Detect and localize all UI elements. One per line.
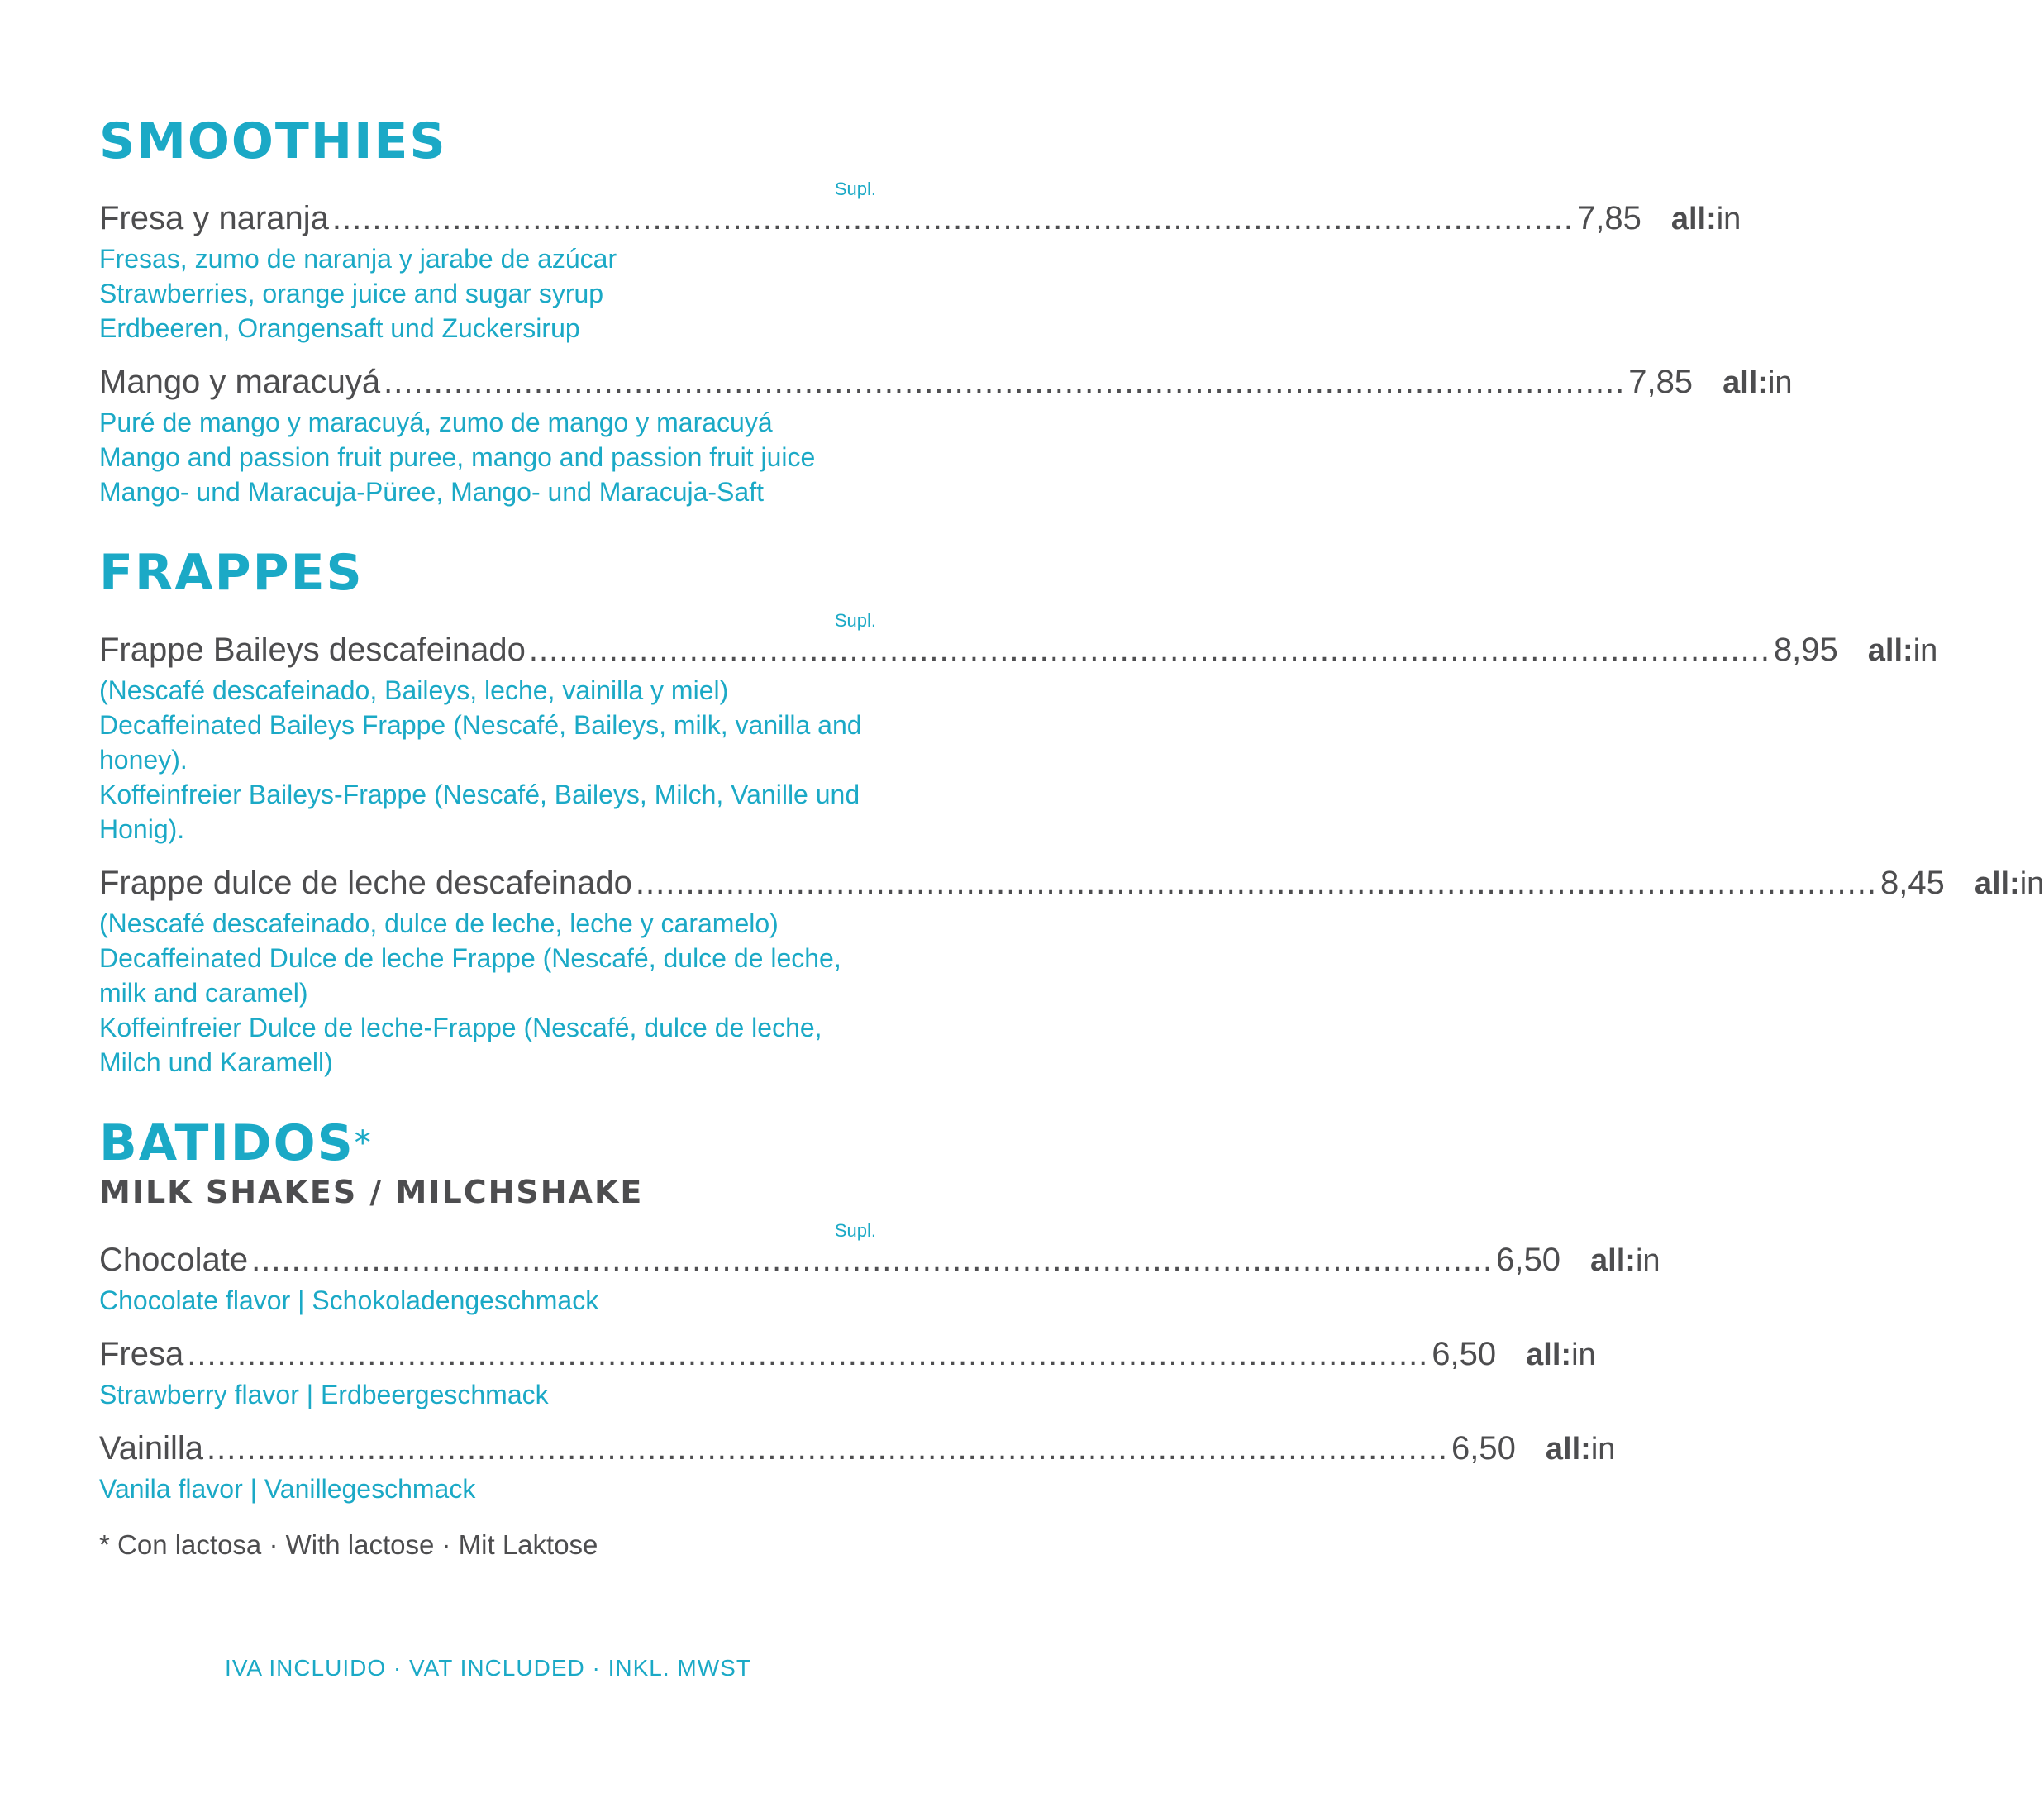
section-title: FRAPPES <box>99 544 364 602</box>
allin-logo: all:in <box>1867 633 1938 668</box>
section-title: SMOOTHIES <box>99 112 447 170</box>
allin-logo: all:in <box>1670 202 1741 236</box>
item-name: Mango y maracuyá <box>99 364 381 400</box>
item-price: 6,50 <box>1496 1242 1561 1278</box>
item-name: Chocolate <box>99 1242 249 1278</box>
item-description: Chocolate flavor | Schokoladengeschmack <box>99 1285 599 1315</box>
dot-leader: ............................................................................................................................ <box>331 200 1574 236</box>
menu-item <box>99 200 1741 346</box>
item-price: 8,45 <box>1880 865 1945 901</box>
vat-footer: IVA INCLUIDO · VAT INCLUDED · INKL. MWST <box>225 1655 751 1681</box>
supplement-label: Supl. <box>834 179 876 199</box>
allin-logo: all:in <box>1974 866 2044 901</box>
item-price: 6,50 <box>1451 1430 1516 1467</box>
menu-item <box>99 1242 1660 1318</box>
menu-item <box>99 632 1938 847</box>
lactose-note: * Con lactosa · With lactose · Mit Laktose <box>99 1529 598 1560</box>
smoothies-section <box>99 112 1793 509</box>
lactose-asterisk: * <box>354 1124 371 1162</box>
dot-leader: ............................................................................................................................ <box>528 632 1770 668</box>
item-price: 8,95 <box>1773 632 1838 668</box>
item-name: Fresa <box>99 1336 184 1372</box>
item-description: (Nescafé descafeinado, Baileys, leche, vainilla y miel) Decaffeinated Baileys Frappe (Nescafé, Baileys, milk, vanilla and honey). Koffeinfreier Baileys-Frappe (Nescafé, Baileys, Milch, Vanille und Honig). <box>99 675 862 844</box>
section-title: BATIDOS* <box>99 1114 371 1172</box>
allin-logo: all:in <box>1722 365 1793 400</box>
menu-item <box>99 865 2044 1080</box>
menu-item <box>99 364 1793 509</box>
section-subtitle: MILK SHAKES / MILCHSHAKE <box>99 1174 644 1210</box>
item-name: Vainilla <box>99 1430 203 1467</box>
menu-item <box>99 1336 1596 1412</box>
dot-leader: ............................................................................................................................ <box>384 364 1626 400</box>
item-description: Fresas, zumo de naranja y jarabe de azúcar Strawberries, orange juice and sugar syrup Erdbeeren, Orangensaft und Zuckersirup <box>99 244 617 343</box>
frappes-section <box>99 544 2044 1080</box>
item-price: 6,50 <box>1432 1336 1497 1372</box>
menu-item <box>99 1430 1616 1506</box>
dot-leader: ............................................................................................................................ <box>207 1430 1449 1467</box>
item-price: 7,85 <box>1628 364 1694 400</box>
item-description: Vanila flavor | Vanillegeschmack <box>99 1474 476 1504</box>
allin-logo: all:in <box>1590 1243 1660 1278</box>
dot-leader: ............................................................................................................................ <box>187 1336 1429 1372</box>
item-name: Frappe dulce de leche descafeinado <box>99 865 632 901</box>
supplement-label: Supl. <box>834 1220 876 1241</box>
item-name: Frappe Baileys descafeinado <box>99 632 526 668</box>
item-description: (Nescafé descafeinado, dulce de leche, leche y caramelo) Decaffeinated Dulce de leche Frappe (Nescafé, dulce de leche, milk and caramel) Koffeinfreier Dulce de leche-Frappe (Nescafé, dulce de leche, Milch und Karamell) <box>99 909 841 1077</box>
item-description: Strawberry flavor | Erdbeergeschmack <box>99 1380 549 1409</box>
dot-leader: ............................................................................................................................ <box>251 1242 1494 1278</box>
supplement-label: Supl. <box>834 610 876 631</box>
item-name: Fresa y naranja <box>99 200 329 236</box>
item-price: 7,85 <box>1576 200 1641 236</box>
dot-leader: ............................................................................................................................ <box>635 865 1877 901</box>
allin-logo: all:in <box>1526 1338 1596 1372</box>
item-description: Puré de mango y maracuyá, zumo de mango y maracuyá Mango and passion fruit puree, mango and passion fruit juice Mango- und Maracuja-Püree, Mango- und Maracuja-Saft <box>99 408 816 507</box>
allin-logo: all:in <box>1545 1432 1616 1467</box>
batidos-section <box>99 1114 1660 1562</box>
